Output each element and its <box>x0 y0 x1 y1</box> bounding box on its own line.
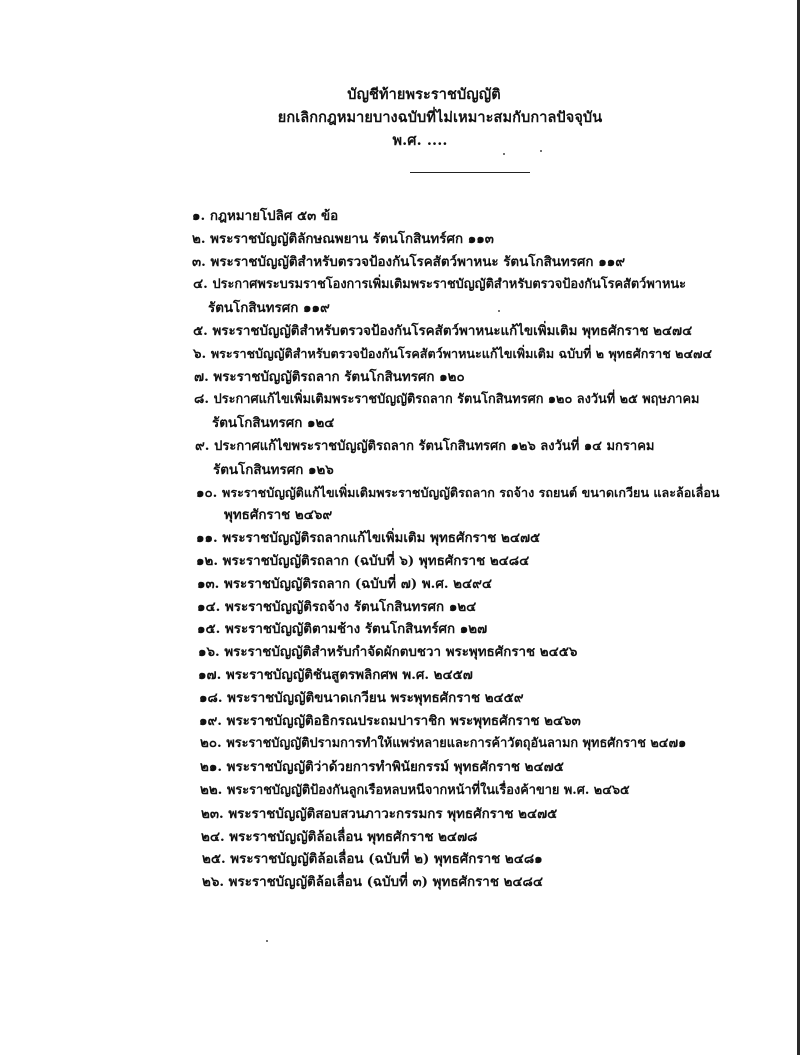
list-item <box>197 596 800 619</box>
item-text: พระราชบัญญัติขนาดเกวียน พระพุทธศักราช ๒๔๕๙ <box>227 689 524 706</box>
item-continuation: รัตนโกสินทรศก ๑๒๔ <box>212 415 335 432</box>
list-item <box>200 779 800 803</box>
list-item <box>196 482 800 528</box>
item-number: ๑. <box>192 208 206 224</box>
item-number: ๖. <box>193 345 207 362</box>
item-number: ๙. <box>195 437 210 454</box>
scan-speck <box>498 310 500 312</box>
scan-speck <box>540 150 542 152</box>
item-continuation: รัตนโกสินทรศก ๑๑๙ <box>208 300 330 317</box>
scan-speck <box>503 153 505 155</box>
item-text: ประกาศพระบรมราชโองการเพิ่มเติมพระราชบัญญัติสำหรับตรวจป้องกันโรคสัตว์พาหนะ <box>212 277 687 293</box>
item-number: ๑๖. <box>198 644 220 661</box>
item-text: พระราชบัญญัติสอบสวนภาวะกรรมกร พุทธศักราช ๒๔๗๕ <box>228 805 558 822</box>
item-number: ๒๐. <box>200 735 222 752</box>
document-header <box>0 83 800 152</box>
item-number: ๒๖. <box>202 874 224 891</box>
scan-speck <box>266 940 268 942</box>
item-text: พระราชบัญญัติว่าด้วยการทำพินัยกรรม์ พุทธศักราช ๒๔๗๕ <box>226 759 564 776</box>
item-number: ๘. <box>194 391 209 408</box>
item-number: ๑๑. <box>196 530 218 547</box>
list-item <box>193 320 800 343</box>
list-item <box>197 573 800 596</box>
list-item <box>199 710 800 733</box>
item-text: พระราชบัญญัติล้อเลื่อน (ฉบับที่ ๓) พุทธศักราช ๒๔๘๔ <box>228 874 544 891</box>
item-number: ๒๕. <box>202 851 226 868</box>
item-number: ๑๔. <box>197 598 221 615</box>
item-text: พระราชบัญญัติล้อเลื่อน (ฉบับที่ ๒) พุทธศักราช ๒๔๘๑ <box>230 851 543 868</box>
list-item <box>201 826 800 849</box>
item-number: ๕. <box>193 322 208 339</box>
repealed-laws-list <box>0 205 800 894</box>
item-text: ประกาศแก้ไขเพิ่มเติมพระราชบัญญัติรถลาก รัตนโกสินทรศก ๑๒๐ ลงวันที่ ๒๕ พฤษภาคม <box>213 392 700 408</box>
list-item <box>196 550 800 573</box>
item-number: ๒๒. <box>200 781 223 798</box>
item-number: ๑๓. <box>197 575 220 592</box>
document-year: พ.ศ. .... <box>392 132 448 149</box>
item-text: พระราชบัญญัติรถลาก (ฉบับที่ ๗) พ.ศ. ๒๔๙๔ <box>224 575 493 592</box>
list-item <box>200 756 800 779</box>
item-number: ๑๐. <box>196 484 218 501</box>
item-number: ๒๔. <box>201 828 225 845</box>
item-number: ๒. <box>192 230 206 247</box>
item-number: ๒๑. <box>200 759 222 776</box>
document-title: บัญชีท้ายพระราชบัญญัติ <box>347 86 501 103</box>
item-text: พระราชบัญญัติลักษณพยาน รัตนโกสินทร์ศก ๑๑๓ <box>210 230 494 247</box>
item-text: กฎหมายโปลิศ ๕๓ ข้อ <box>209 208 339 224</box>
item-text: พระราชบัญญัติปรามการทำให้แพร่หลายและการค้าวัตถุอันลามก พุทธศักราช ๒๔๗๑ <box>226 736 687 752</box>
list-item <box>199 687 800 710</box>
list-item <box>192 228 800 251</box>
item-text: พระราชบัญญัติสำหรับตรวจป้องกันโรคสัตว์พาหนะ รัตนโกสินทรศก ๑๑๙ <box>210 253 626 270</box>
list-item <box>197 618 800 641</box>
item-number: ๒๓. <box>201 805 224 822</box>
item-number: ๑๒. <box>196 552 218 569</box>
item-number: ๓. <box>192 253 206 270</box>
item-text: พระราชบัญญัติรถจ้าง รัตนโกสินทรศก ๑๒๔ <box>224 598 477 615</box>
list-item <box>202 871 800 894</box>
item-continuation: รัตนโกสินทรศก ๑๒๖ <box>213 461 334 478</box>
list-item <box>202 848 800 871</box>
list-item <box>193 343 800 366</box>
list-item <box>201 803 800 826</box>
header-divider <box>410 172 530 173</box>
item-text: พระราชบัญญัติรถลาก รัตนโกสินทรศก ๑๒๐ <box>213 368 465 385</box>
item-number: ๑๕. <box>197 621 221 638</box>
item-text: พระราชบัญญัติแก้ไขเพิ่มเติมพระราชบัญญัติรถลาก รถจ้าง รถยนต์ ขนาดเกวียน และล้อเลื่อน <box>222 484 720 500</box>
list-item <box>195 435 800 482</box>
item-number: ๑๘. <box>199 689 223 706</box>
item-text: พระราชบัญญัติรถลาก (ฉบับที่ ๖) พุทธศักราช ๒๔๘๔ <box>222 552 530 569</box>
list-item <box>194 366 800 389</box>
item-number: ๑๙. <box>199 712 222 729</box>
list-item <box>192 205 800 228</box>
item-text: พระราชบัญญัติอธิกรณประถมปาราชิก พระพุทธศักราช ๒๔๖๓ <box>226 712 581 729</box>
list-item <box>193 273 800 320</box>
item-text: พระราชบัญญัติสำหรับกำจัดผักตบชวา พระพุทธศักราช ๒๔๕๖ <box>224 644 578 661</box>
item-text: พระราชบัญญัติสำหรับตรวจป้องกันโรคสัตว์พาหนะแก้ไขเพิ่มเติม ฉบับที่ ๒ พุทธศักราช ๒๔๗๔ <box>210 345 712 361</box>
item-text: พระราชบัญญัติรถลากแก้ไขเพิ่มเติม พุทธศักราช ๒๔๗๕ <box>222 530 541 547</box>
list-item <box>200 732 800 756</box>
item-number: ๗. <box>194 368 209 385</box>
list-item <box>196 527 800 550</box>
item-text: พระราชบัญญัติชันสูตรพลิกศพ พ.ศ. ๒๔๕๗ <box>225 666 473 683</box>
item-text: พระราชบัญญัติตามช้าง รัตนโกสินทร์ศก ๑๒๗ <box>224 621 488 638</box>
document-subtitle: ยกเลิกกฎหมายบางฉบับที่ไม่เหมาะสมกับกาลปัจจุบัน <box>277 109 603 126</box>
list-item <box>192 251 800 274</box>
item-number: ๔. <box>193 276 208 293</box>
list-item <box>198 664 800 687</box>
list-item <box>194 388 800 435</box>
item-continuation: พุทธศักราช ๒๔๖๙ <box>224 507 333 524</box>
item-text: พระราชบัญญัติล้อเลื่อน พุทธศักราช ๒๔๗๘ <box>229 828 478 845</box>
item-number: ๑๗. <box>198 666 222 683</box>
item-text: ประกาศแก้ไขพระราชบัญญัติรถลาก รัตนโกสินทรศก ๑๒๖ ลงวันที่ ๑๔ มกราคม <box>214 438 655 454</box>
item-text: พระราชบัญญัติป้องกันลูกเรือหลบหนีจากหน้าที่ในเรื่องค้าขาย พ.ศ. ๒๔๖๕ <box>227 782 630 798</box>
list-item <box>198 641 800 664</box>
item-text: พระราชบัญญัติสำหรับตรวจป้องกันโรคสัตว์พาหนะแก้ไขเพิ่มเติม พุทธศักราช ๒๔๗๔ <box>212 322 693 339</box>
